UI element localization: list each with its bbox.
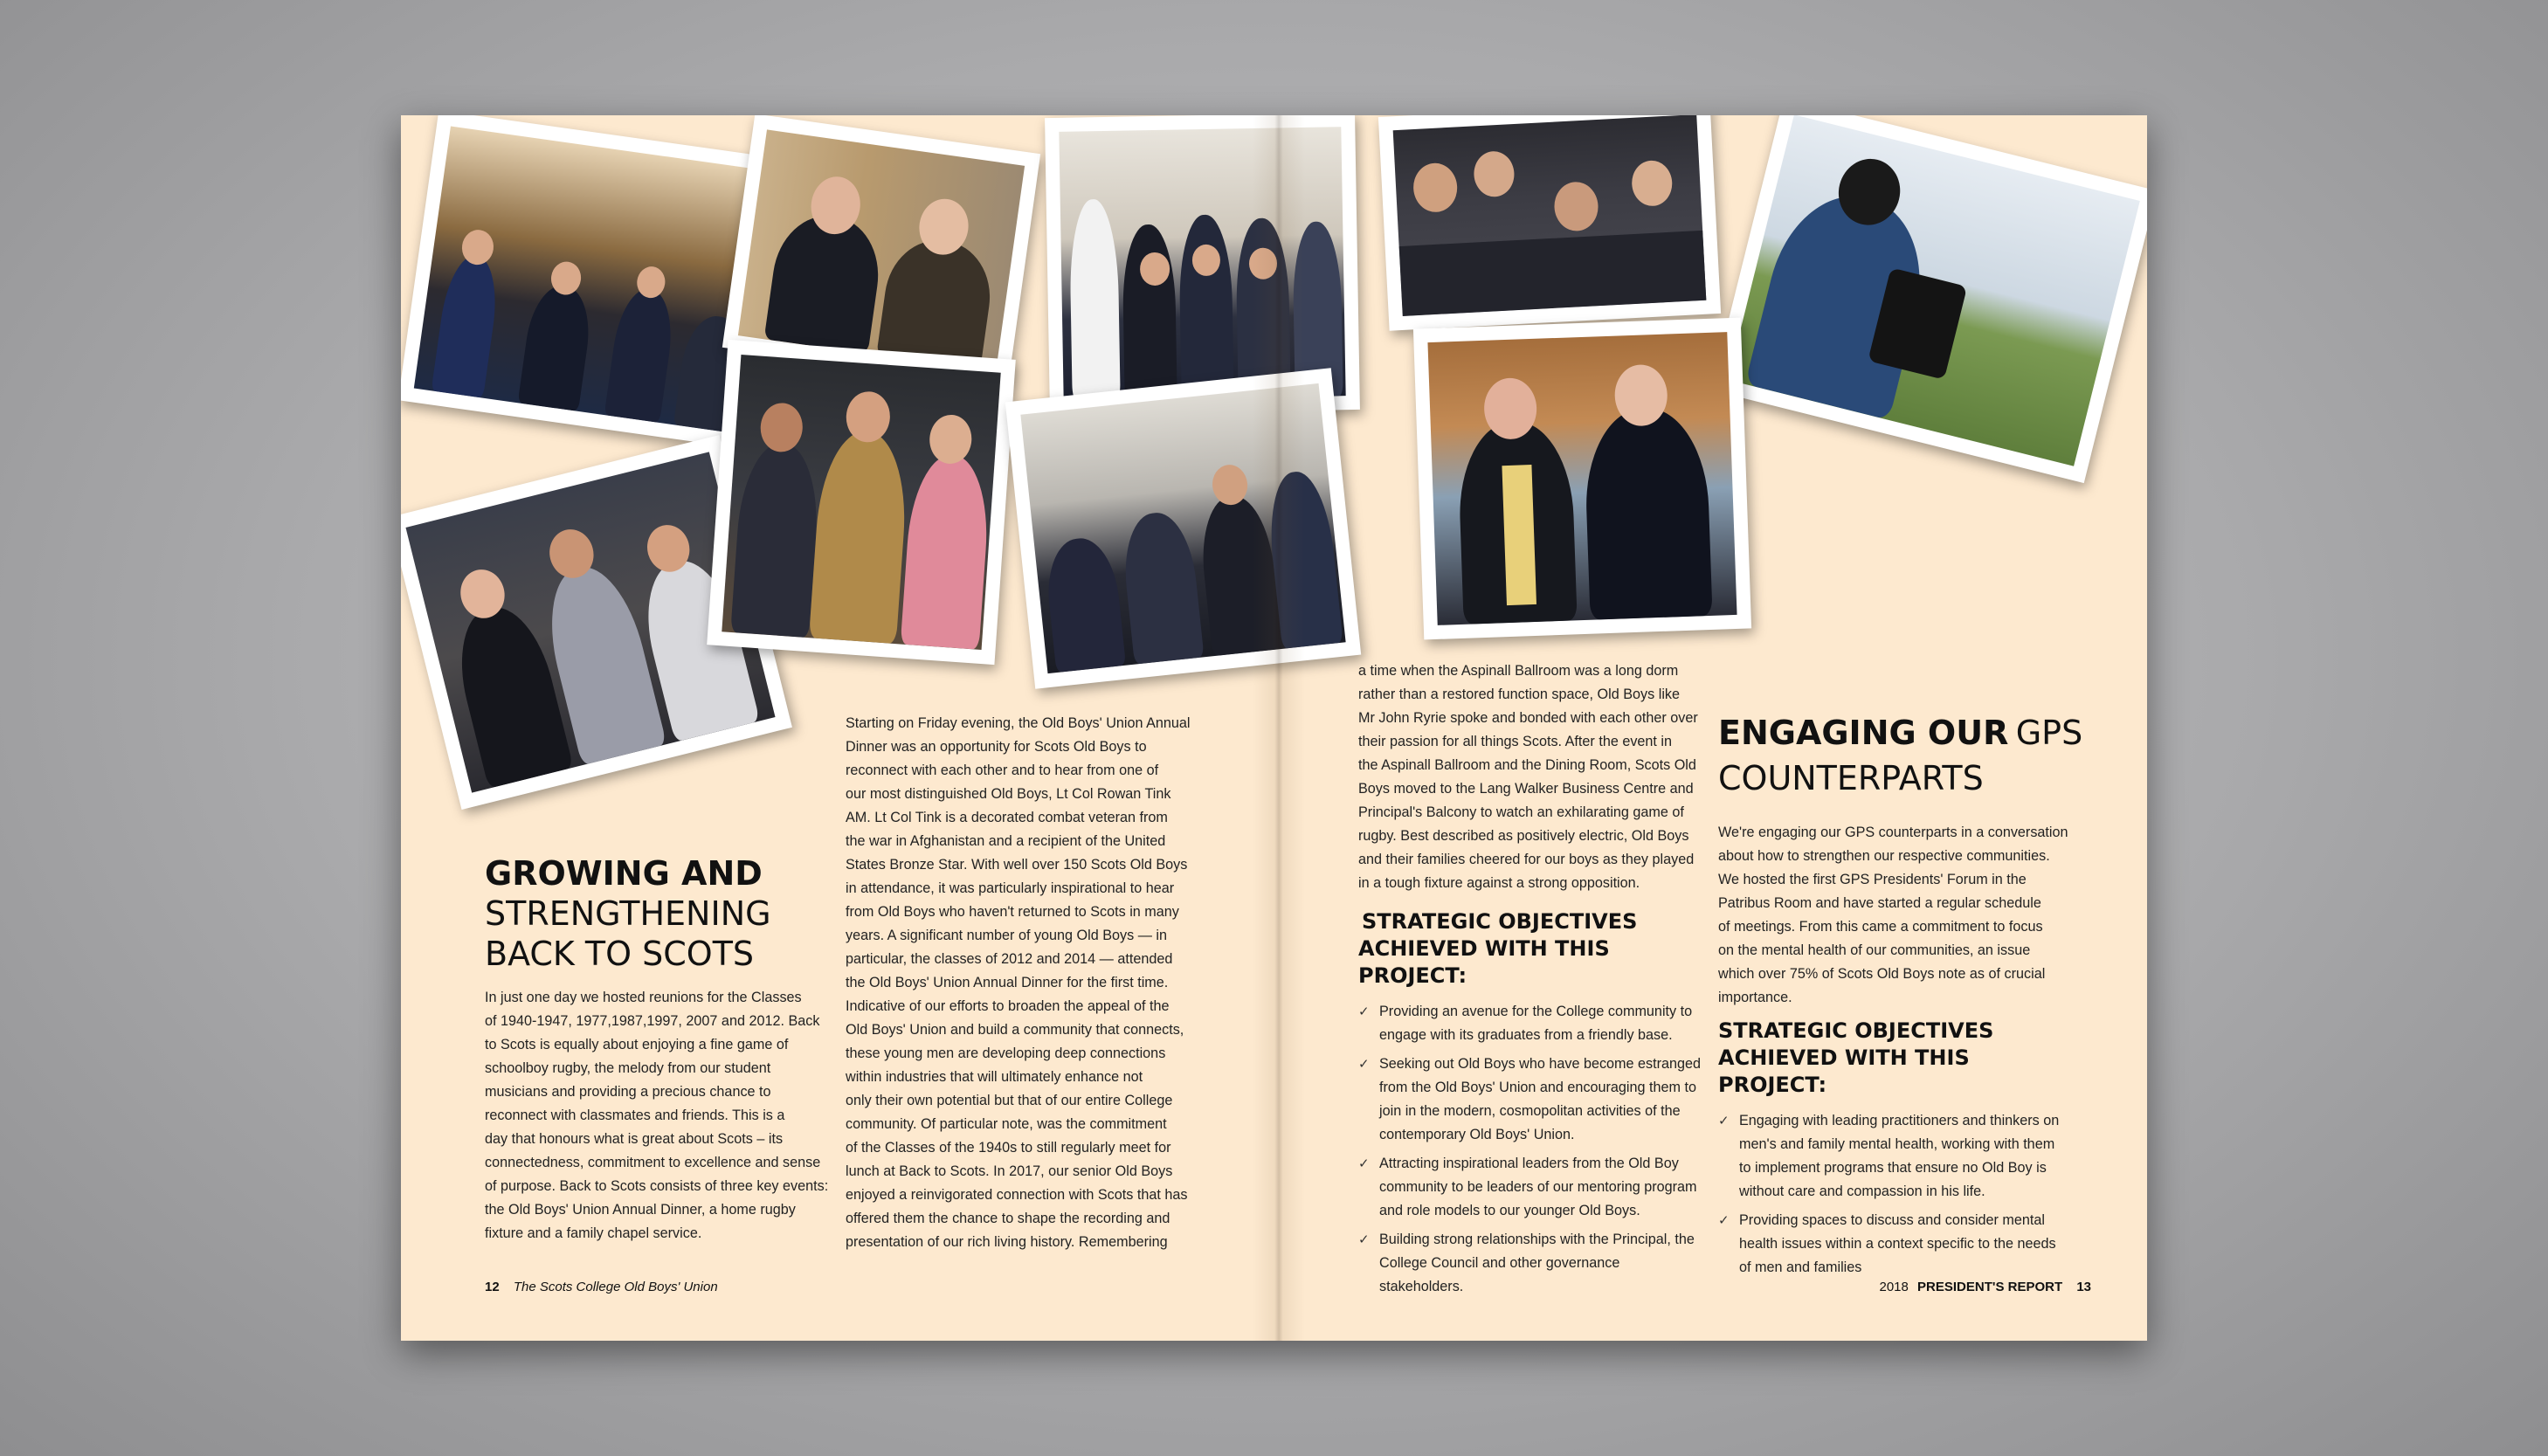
text-line: in attendance, it was particularly inspirational to hear: [846, 880, 1175, 896]
text-line: In just one day we hosted reunions for the Classes: [485, 990, 802, 1005]
heading-light-2: BACK TO SCOTS: [485, 935, 755, 973]
objectives-block-2: [1718, 1018, 2068, 1285]
list-item: ✓ Engaging with leading practitioners and thinkers on men's and family mental health, working with them to implement programs that ensure no Old Boy is without care and compassion in his life.: [1718, 1109, 2068, 1204]
text-line: of purpose. Back to Scots consists of three key events:: [485, 1178, 829, 1194]
list-item: ✓ Seeking out Old Boys who have become estranged from the Old Boys' Union and encouraging them to join in the modern, cosmopolitan activities of the contemporary Old Boys' Union.: [1358, 1052, 1708, 1147]
objectives-2-list: [1718, 1109, 2068, 1280]
text-line: which over 75% of Scots Old Boys note as of crucial: [1718, 966, 2046, 982]
page-gutter: [1253, 115, 1305, 1341]
objectives-2-title-line-1: STRATEGIC OBJECTIVES: [1718, 1018, 1994, 1043]
text-line: reconnect with classmates and friends. This is a: [485, 1108, 785, 1123]
text-line: enjoyed a reinvigorated connection with Scots that has: [846, 1187, 1188, 1203]
text-line: the war in Afghanistan and a recipient of the United: [846, 833, 1166, 849]
objectives-2-title-line-2: ACHIEVED WITH THIS PROJECT:: [1718, 1045, 1970, 1097]
footer-title-right: PRESIDENT'S REPORT: [1917, 1280, 2063, 1294]
text-line: musicians and providing a precious chance to: [485, 1084, 771, 1100]
text-line: schoolboy rugby, the melody from our student: [485, 1060, 771, 1076]
objectives-1-list: [1358, 1000, 1708, 1299]
column-3-paragraph: [1358, 659, 1725, 895]
text-line: in a tough fixture against a strong opposition.: [1358, 875, 1640, 891]
right-footer: [1880, 1280, 2092, 1294]
heading2-light-1: GPS: [2015, 714, 2083, 752]
objectives-1-title-line-1: STRATEGIC OBJECTIVES: [1362, 909, 1638, 934]
text-line: Mr John Ryrie spoke and bonded with each other over: [1358, 710, 1698, 726]
magazine-spread: [401, 115, 2147, 1341]
list-item: ✓ Building strong relationships with the Principal, the College Council and other governance stakeholders.: [1358, 1228, 1708, 1299]
text-line: importance.: [1718, 990, 1792, 1005]
text-line: Principal's Balcony to watch an exhilarating game of: [1358, 804, 1684, 820]
text-line: our most distinguished Old Boys, Lt Col Rowan Tink: [846, 786, 1171, 802]
text-line: Patribus Room and have started a regular schedule: [1718, 895, 2041, 911]
text-line: rugby. Best described as positively electric, Old Boys: [1358, 828, 1689, 844]
text-line: Old Boys' Union and build a community that connects,: [846, 1022, 1184, 1038]
text-line: these young men are developing deep connections: [846, 1045, 1166, 1061]
text-line: lunch at Back to Scots. In 2017, our senior Old Boys: [846, 1163, 1173, 1179]
objectives-1-title-line-2: ACHIEVED WITH THIS PROJECT:: [1358, 936, 1610, 988]
right-heading: [1718, 713, 2103, 798]
left-footer: [485, 1280, 718, 1294]
page-number-right: 13: [2076, 1280, 2091, 1294]
text-line: within industries that will ultimately enhance not: [846, 1069, 1143, 1085]
text-line: the Old Boys' Union Annual Dinner for the first time.: [846, 975, 1169, 990]
left-heading: [485, 853, 834, 974]
text-line: Indicative of our efforts to broaden the appeal of the: [846, 998, 1170, 1014]
text-line: day that honours what is great about Scots – its: [485, 1131, 784, 1147]
text-line: about how to strengthen our respective communities.: [1718, 848, 2050, 864]
text-line: and their families cheered for our boys as they played: [1358, 852, 1695, 867]
objectives-1-title: [1358, 908, 1708, 990]
page-number-left: 12: [485, 1280, 500, 1294]
text-line: particular, the classes of 2012 and 2014 — attended: [846, 951, 1173, 967]
text-line: on the mental health of our communities, an issue: [1718, 942, 2031, 958]
text-line: a time when the Aspinall Ballroom was a long dorm: [1358, 663, 1679, 679]
objectives-2-title: [1718, 1018, 2068, 1099]
list-item: ✓ Providing spaces to discuss and consider mental health issues within a context specific to the needs of men and families: [1718, 1209, 2068, 1280]
text-line: only their own potential but that of our entire College: [846, 1093, 1173, 1108]
text-line: of 1940-1947, 1977,1987,1997, 2007 and 2012. Back: [485, 1013, 820, 1029]
text-line: Starting on Friday evening, the Old Boys' Union Annual: [846, 715, 1191, 731]
photo-balcony-crowd: [1005, 368, 1361, 688]
text-line: their passion for all things Scots. After the event in: [1358, 734, 1673, 749]
objectives-block-1: [1358, 908, 1708, 1304]
text-line: the Aspinall Ballroom and the Dining Room, Scots Old: [1358, 757, 1696, 773]
text-line: community. Of particular note, was the commitment: [846, 1116, 1167, 1132]
text-line: the Old Boys' Union Annual Dinner, a home rugby: [485, 1202, 796, 1218]
text-line: Boys moved to the Lang Walker Business Centre and: [1358, 781, 1694, 797]
heading-bold: GROWING AND: [485, 854, 763, 893]
text-line: from Old Boys who haven't returned to Scots in many: [846, 904, 1179, 920]
intro-paragraph: [485, 986, 852, 1246]
text-line: fixture and a family chapel service.: [485, 1225, 702, 1241]
heading2-bold: ENGAGING OUR: [1718, 714, 2009, 752]
heading2-light-2: COUNTERPARTS: [1718, 759, 1984, 797]
text-line: We're engaging our GPS counterparts in a conversation: [1718, 825, 2068, 840]
footer-year: 2018: [1879, 1280, 1909, 1294]
text-line: of meetings. From this came a commitment to focus: [1718, 919, 2043, 935]
text-line: years. A significant number of young Old Boys — in: [846, 928, 1168, 943]
text-line: offered them the chance to shape the recording and: [846, 1211, 1170, 1226]
list-item: ✓ Providing an avenue for the College community to engage with its graduates from a friendly base.: [1358, 1000, 1708, 1047]
footer-title-left: The Scots College Old Boys' Union: [513, 1280, 718, 1294]
text-line: connectedness, commitment to excellence and sense: [485, 1155, 821, 1170]
text-line: of the Classes of the 1940s to still regularly meet for: [846, 1140, 1171, 1156]
photo-two-men-blazers: [1413, 318, 1751, 640]
heading-growing: [485, 853, 834, 974]
photo-crowd: [1378, 115, 1721, 331]
text-line: presentation of our rich living history. Remembering: [846, 1234, 1168, 1250]
photo-camera-operator: [1711, 115, 2147, 483]
text-line: States Bronze Star. With well over 150 Scots Old Boys: [846, 857, 1188, 873]
gps-paragraph: [1718, 821, 2103, 1010]
text-line: AM. Lt Col Tink is a decorated combat veteran from: [846, 810, 1168, 825]
text-line: reconnect with each other and to hear from one of: [846, 763, 1159, 778]
text-line: We hosted the first GPS Presidents' Forum in the: [1718, 872, 2027, 887]
column-2-paragraph: [846, 712, 1230, 1254]
text-line: rather than a restored function space, Old Boys like: [1358, 687, 1681, 702]
heading-light-1: STRENGTHENING: [485, 894, 771, 933]
photo-three-men-smiling: [707, 340, 1016, 665]
heading-engaging: [1718, 713, 2103, 798]
list-item: ✓ Attracting inspirational leaders from the Old Boy community to be leaders of our mentoring program and role models to our younger Old Boys.: [1358, 1152, 1708, 1223]
text-line: Dinner was an opportunity for Scots Old Boys to: [846, 739, 1147, 755]
text-line: to Scots is equally about enjoying a fine game of: [485, 1037, 789, 1052]
